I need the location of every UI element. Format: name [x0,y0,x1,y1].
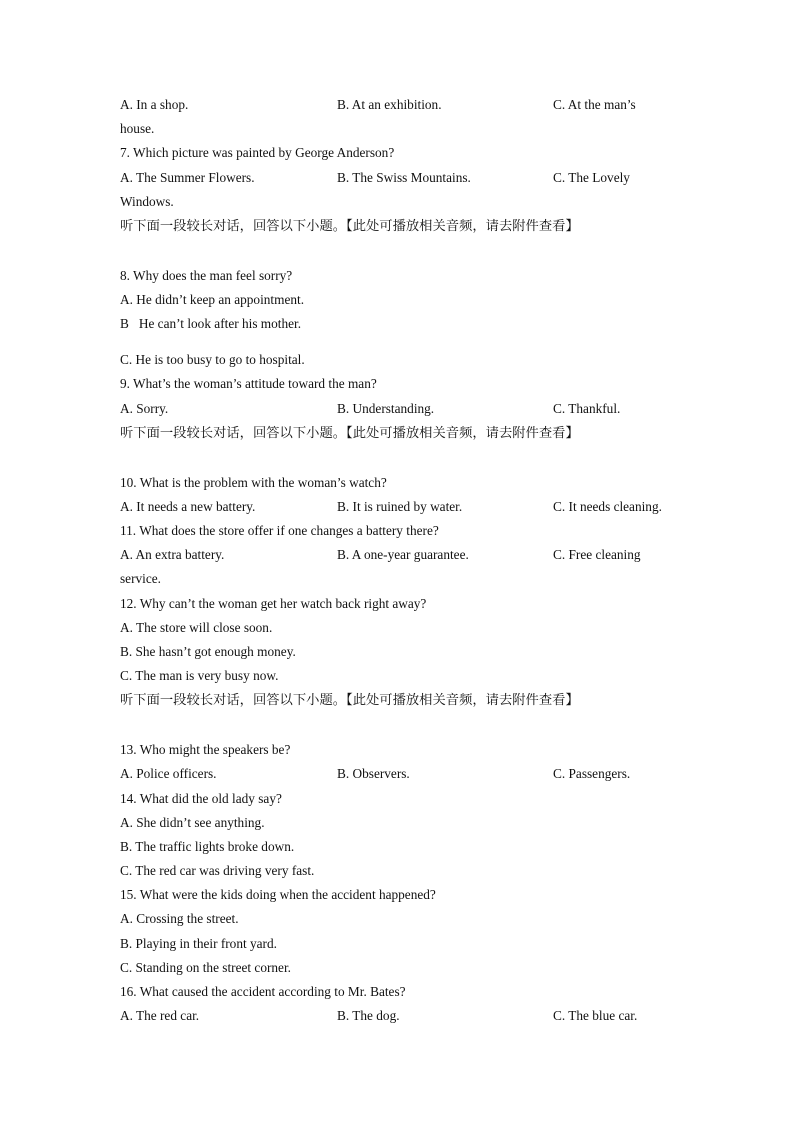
text-line: 14. What did the old lady say? [120,790,282,806]
text-line: A. Crossing the street. [120,911,239,927]
listening-instruction: 听下面一段较长对话，回答以下小题。【此处可播放相关音频，请去附件查看】 [120,218,579,234]
option-c: C. The Lovely [553,169,630,185]
answer-options-row [120,543,680,567]
text-line: B He can’t look after his mother. [120,316,302,332]
option-a: A. The Summer Flowers. [120,169,255,185]
text-line: Windows. [120,193,174,209]
option-a: A. An extra battery. [120,547,225,563]
option-a: A. In a shop. [120,97,189,112]
listening-instruction: 听下面一段较长对话，回答以下小题。【此处可播放相关音频，请去附件查看】 [120,693,579,709]
option-c: C. It needs cleaning. [553,498,662,514]
answer-options-row [120,93,680,117]
option-b: B. The Swiss Mountains. [337,169,471,185]
spacer [120,446,680,471]
spacer [120,336,680,348]
option-b: B. The dog. [337,1008,400,1024]
option-c: C. The blue car. [553,1008,638,1024]
spacer [120,713,680,738]
option-b: B. It is ruined by water. [337,498,463,514]
option-c: C. At the man’s [553,97,636,112]
text-line: C. The man is very busy now. [120,668,279,684]
answer-options-row [120,762,680,786]
answer-options-row [120,1004,680,1028]
text-line: 16. What caused the accident according to Mr. Bates? [120,984,406,1000]
option-a: A. It needs a new battery. [120,498,256,514]
answer-options-row [120,397,680,421]
text-line: B. The traffic lights broke down. [120,838,295,854]
text-line: 9. What’s the woman’s attitude toward the man? [120,376,377,392]
text-line: 7. Which picture was painted by George Anderson? [120,145,395,161]
text-line: 11. What does the store offer if one changes a battery there? [120,523,439,539]
text-line: B. She hasn’t got enough money. [120,643,296,659]
option-a: A. The red car. [120,1008,200,1024]
text-line: A. She didn’t see anything. [120,814,265,830]
text-line: A. He didn’t keep an appointment. [120,291,305,307]
option-a: A. Police officers. [120,766,217,782]
option-c: C. Free cleaning [553,547,641,563]
text-line: 13. Who might the speakers be? [120,742,291,758]
text-line: 12. Why can’t the woman get her watch back right away? [120,595,427,611]
option-a: A. Sorry. [120,400,169,416]
text-line: B. Playing in their front yard. [120,935,277,951]
text-line: A. The store will close soon. [120,619,273,635]
option-b: B. A one-year guarantee. [337,547,469,563]
text-line: house. [120,121,155,137]
option-c: C. Passengers. [553,766,631,782]
spacer [120,239,680,264]
text-line: 10. What is the problem with the woman’s watch? [120,474,387,490]
option-b: B. Observers. [337,766,410,782]
answer-options-row [120,166,680,190]
text-line: C. Standing on the street corner. [120,959,291,975]
option-b: B. At an exhibition. [337,97,442,112]
option-b: B. Understanding. [337,400,435,416]
answer-options-row [120,495,680,519]
text-line: 8. Why does the man feel sorry? [120,267,293,283]
text-line: C. The red car was driving very fast. [120,863,315,879]
text-line: C. He is too busy to go to hospital. [120,352,305,368]
option-c: C. Thankful. [553,400,621,416]
document-body [120,93,680,1028]
text-line: service. [120,571,161,587]
listening-instruction: 听下面一段较长对话，回答以下小题。【此处可播放相关音频，请去附件查看】 [120,425,579,441]
text-line: 15. What were the kids doing when the accident happened? [120,887,436,903]
